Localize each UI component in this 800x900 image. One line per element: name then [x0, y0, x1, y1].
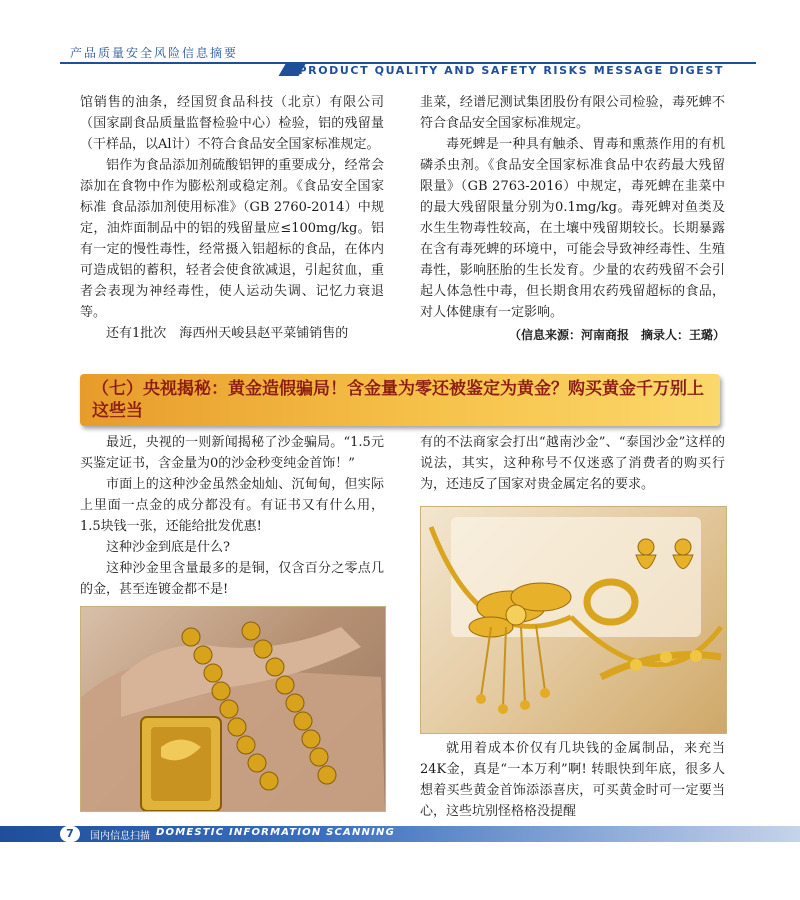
paragraph: 市面上的这种沙金虽然金灿灿、沉甸甸，但实际上里面一点金的成分都没有。有证书又有什么用，1.5块钱一张，还能给批发优惠!: [80, 477, 384, 534]
section-title: （七）央视揭秘：黄金造假骗局！含金量为零还被鉴定为黄金？购买黄金千万别上这些当: [92, 379, 704, 421]
paragraph: 铝作为食品添加剂硫酸铝钾的重要成分，经常会添加在食物中作为膨松剂或稳定剂。《食品安全国家标准 食品添加剂使用标准》（GB 2760-2014）中规定，油炸面制品中的铝的残留量应≤100mg/kg。铝有一定的慢性毒性，经常摄入铝超标的食品，在体内可造成铝的蓄积，轻者会使食欲减退，引起贫血，重者会表现为神经毒性，使人运动失调、记忆力衰退等。: [80, 158, 384, 320]
upper-right-column: [420, 92, 725, 346]
source-credit: （信息来源：河南商报 摘录人：王璐）: [508, 328, 725, 342]
paragraph: 还有1批次 海西州天峻县赵平菜铺销售的: [106, 326, 349, 341]
paragraph: 毒死蜱是一种具有触杀、胃毒和熏蒸作用的有机磷杀虫剂。《食品安全国家标准食品中农药最大残留限量》（GB 2763-2016）中规定，毒死蜱在韭菜中的最大残留限量分别为0.1mg/kg。毒死蜱对鱼类及水生生物毒性较高，在土壤中残留期较长。长期暴露在含有毒死蜱的环境中，可能会导致神经毒性、生殖毒性，影响胚胎的生长发育。少量的农药残留不会引起人体急性中毒，但长期食用农药残留超标的食品，对人体健康有一定影响。: [420, 137, 725, 320]
paragraph: 这种沙金里含量最多的是铜，仅含百分之零点几的金，甚至连镀金都不是!: [80, 561, 384, 597]
lower-right-column-top: [420, 432, 725, 495]
gold-jewelry-illustration: [421, 507, 726, 733]
gold-jewelry-photo: [420, 506, 727, 734]
gold-necklace-photo: [80, 606, 386, 812]
paragraph: 韭菜，经谱尼测试集团股份有限公司检验，毒死蜱不符合食品安全国家标准规定。: [420, 95, 725, 131]
header-title-en: PRODUCT QUALITY AND SAFETY RISKS MESSAGE DIGEST: [298, 64, 724, 77]
page-number: 7: [60, 826, 80, 842]
paragraph: 就用着成本价仅有几块钱的金属制品，来充当24K金，真是“一本万利”啊! 转眼快到年底，很多人想着买些黄金首饰添添喜庆，可买黄金时可一定要当心，这些坑别怪格格没提醒: [420, 741, 725, 819]
gold-necklace-illustration: [81, 607, 385, 811]
footer-label-cn: 国内信息扫描: [90, 831, 150, 842]
lower-left-column: [80, 432, 384, 600]
paragraph: 最近，央视的一则新闻揭秘了沙金骗局。“1.5元买鉴定证书，含金量为0的沙金秒变纯金首饰！”: [80, 435, 384, 471]
footer-label-en: DOMESTIC INFORMATION SCANNING: [156, 827, 396, 838]
upper-left-column: [80, 92, 384, 344]
paragraph: 这种沙金到底是什么?: [106, 540, 230, 555]
paragraph: 有的不法商家会打出“越南沙金”、“泰国沙金”这样的说法，其实，这种称号不仅迷惑了消费者的购买行为，还违反了国家对贵金属定名的要求。: [420, 435, 725, 492]
header-title-cn: 产品质量安全风险信息摘要: [70, 46, 239, 60]
lower-right-column-bottom: [420, 738, 725, 822]
paragraph: 馆销售的油条，经国贸食品科技（北京）有限公司（国家副食品质量监督检验中心）检验，铝的残留量（干样品，以Al计）不符合食品安全国家标准规定。: [80, 95, 384, 152]
